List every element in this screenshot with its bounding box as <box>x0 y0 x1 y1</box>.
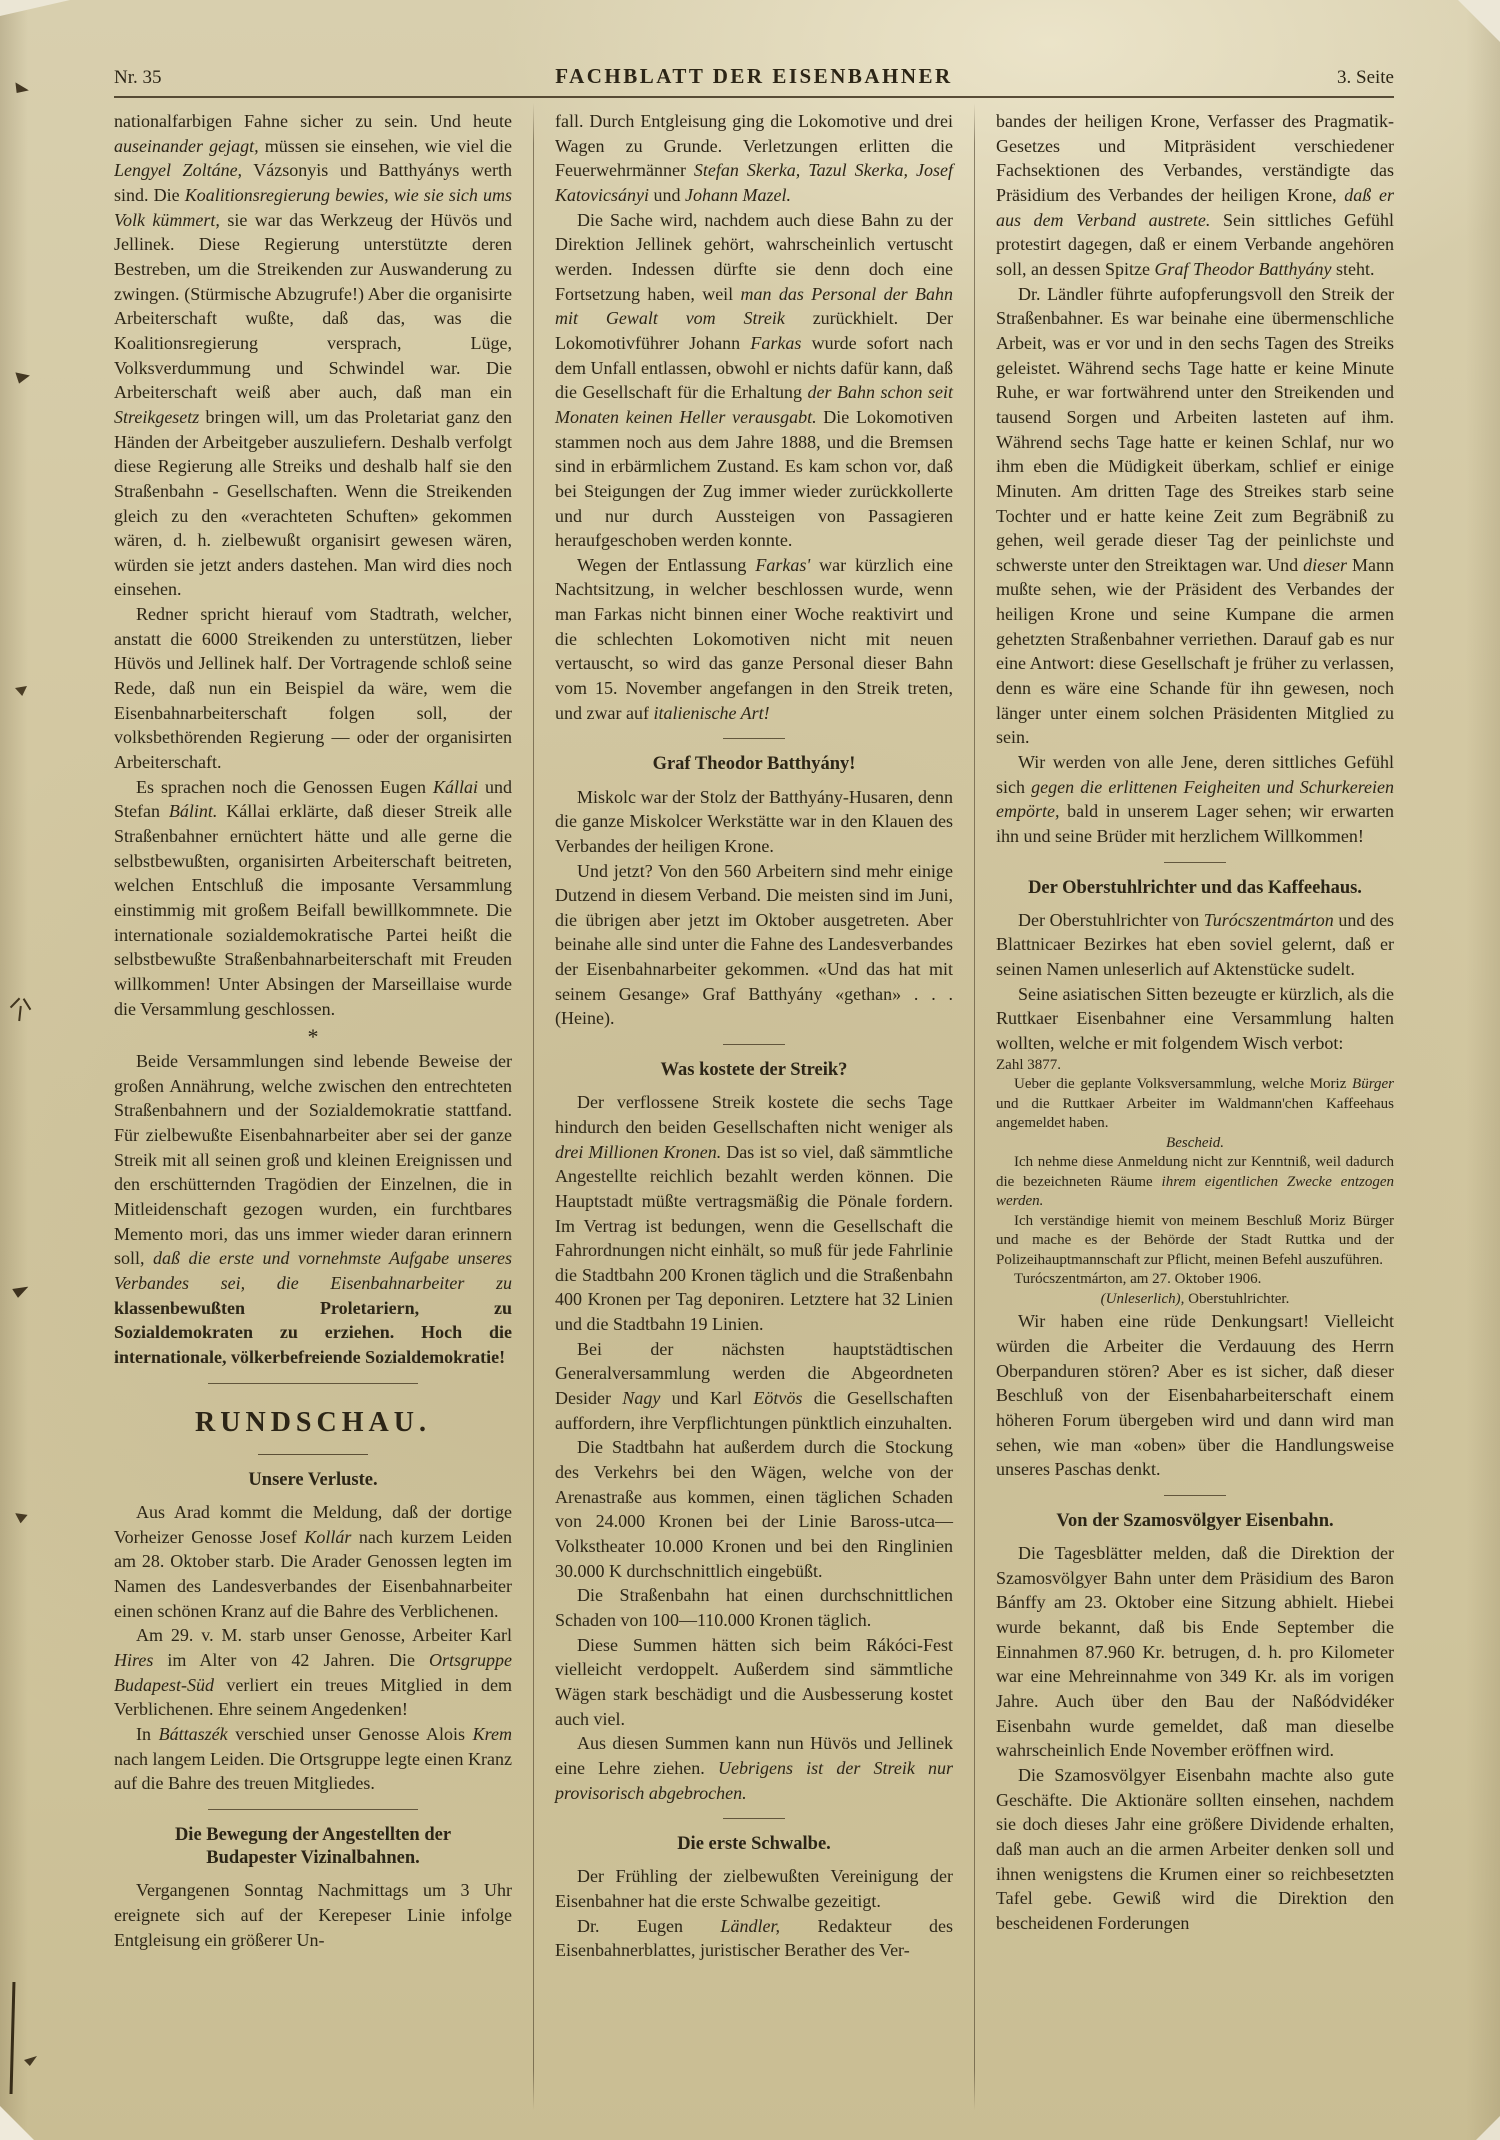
paragraph: In Báttaszék verschied unser Genosse Alois Krem nach langem Leiden. Die Ortsgruppe legte einen Kranz auf die Bahre des treuen Mitgliedes. <box>114 1724 512 1794</box>
paragraph: Die Sache wird, nachdem auch diese Bahn zu der Direktion Jellinek gehört, wahrscheinlich vertuscht werden. Indessen dürfte sie denn doch eine Fortsetzung haben, weil man das Personal der Bahn mit Gewalt vom Streik zurückhielt. Der Lokomotivführer Johann Farkas wurde sofort nach dem Unfall entlassen, obwohl er nichts dafür kann, daß die Gesellschaft für die Erhaltung der Bahn schon seit Monaten keinen Heller verausgabt. Die Lokomotiven stammen noch aus dem Jahre 1888, und die Bremsen sind in erbärmlichem Zustand. Es kam schon vor, daß bei Steigungen der Zug immer wieder zurückkollerte und nur durch Aussteigen von Passagieren heraufgeschoben werden konnte. <box>555 209 953 551</box>
paragraph: Dr. Eugen Ländler, Redakteur des Eisenbahnerblattes, juristischer Berather des Ver- <box>555 1915 953 1961</box>
article-heading: Was kostete der Streik? <box>660 1060 848 1081</box>
scan-artifact <box>15 369 31 384</box>
paragraph: Es sprachen noch die Genossen Eugen Kállai und Stefan Bálint. Kállai erklärte, daß dieser Streik alle Straßenbahner ernüchtert hätte und alle gerne die selbstbewußten, organisirten Arbeiterschaft beitreten, welchen Entschluß die imposante Versammlung einstimmig mit großem Beifall bewillkommnete. Die internationale sozialdemokratische Partei heißt die selbstbewußte Straßenbahnarbeiterschaft mit Freuden willkommen! Unter Absingen der Marseillaise wurde die Versammlung geschlossen. <box>114 776 513 1019</box>
separator-rule <box>1164 1495 1226 1496</box>
paragraph: Aus Arad kommt die Meldung, daß der dortige Vorheizer Genosse Josef Kollár nach kurzem Leiden am 28. Oktober starb. Die Arader Genossen legten im Namen des Landesverbandes der Eisenbahnarbeiter einen schönen Kranz auf die Bahre des Verblichenen. <box>114 1502 512 1621</box>
paragraph: Der verflossene Streik kostete die sechs Tage hindurch den beiden Gesellschaften nicht weniger als drei Millionen Kronen. Das ist so viel, daß sämmtliche Angestellte reichlich bezahlt werden können. Die Hauptstadt müßte vertragsmäßig die Pönale fordern. Im Vertrag ist bedungen, wenn die Gesellschaft die Fahrordnungen nicht einhält, so muß für jede Fahrlinie die Stadtbahn 200 Kronen täglich und die Straßenbahn 400 Kronen per Tag deponiren. Letztere hat 32 Linien und die Stadtbahn 19 Linien. <box>555 1092 953 1335</box>
column-1 <box>114 103 533 2110</box>
scan-artifact <box>13 82 30 95</box>
column-3 <box>975 103 1394 2110</box>
page-corner <box>0 2106 34 2140</box>
paragraph: Wir werden von alle Jene, deren sittliches Gefühl sich gegen die erlittenen Feigheiten und Schurkereien empörte, bald in unserem Lager sehen; wir erwarten ihn und seine Brüder mit herzlichem Willkommen! <box>996 752 1394 847</box>
article-heading: Die erste Schwalbe. <box>677 1834 831 1855</box>
scan-artifact <box>15 686 27 696</box>
paragraph: Am 29. v. M. starb unser Genosse, Arbeiter Karl Hires im Alter von 42 Jahren. Die Ortsgruppe Budapest-Süd verliert ein treues Mitglied in dem Verblichenen. Ehre seinem Angedenken! <box>114 1625 512 1720</box>
paragraph: Dr. Ländler führte aufopferungsvoll den Streik der Straßenbahner. Es war beinahe eine übermenschliche Arbeit, was er vor und in den sechs Tagen des Streiks geleistet. Während sechs Tage hatte er keine Minute Ruhe, er war fortwährend unter den Streikenden und tausend Sorgen und Arbeiten lasteten auf ihm. Während sechs Tage hatte er keinen Schlaf, nur wo ihm eben die Müdigkeit überkam, schlief er einige Minuten. Am dritten Tage des Streikes starb seine Tochter und er hatte keine Zeit zum Begräbniß zu gehen, weil gerade dieser Tag der peinlichste und schwerste unter den Streiktagen war. Und dieser Mann mußte sehen, wie der Präsident des Verbandes der heiligen Krone und seine Kumpane die armen gehetzten Straßenbahner verriethen. Darauf gab es nur eine Antwort: diese Gesellschaft je früher zu verlassen, denn es wäre eine Schande für ihn gewesen, noch länger unter einem solchen Präsidenten Mitglied zu sein. <box>996 283 1394 748</box>
paragraph: bandes der heiligen Krone, Verfasser des Pragmatik-Gesetzes und Mitpräsident verschiedener Fachsektionen des Verbandes, verständigte das Präsidium des Verbandes der heiligen Krone, daß er aus dem Verband austrete. Sein sittliches Gefühl protestirt dagegen, daß er einem Verbande angehören soll, an dessen Spitze Graf Theodor Batthyány steht. <box>996 111 1394 279</box>
paragraph: (Unleserlich), Oberstuhlrichter. <box>1100 1290 1290 1307</box>
paragraph: Beide Versammlungen sind lebende Beweise der großen Annährung, welche zwischen den entrechteten Straßenbahnern und der Sozialdemokratie stattfand. Für zielbewußte Eisenbahnarbeiter aber sei der ganze Streik mit all seinen groß und kleinen Ereignissen und den erschütternden Tragödien der Einzelnen, die in Mitleidenschaft gezogen wurden, ein furchtbares Memento mori, das uns immer wieder daran erinnern soll, daß die erste und vornehmste Aufgabe unseres Verbandes sei, die Eisenbahnarbeiter zu klassenbewußten Proletariern, zu Sozialdemokraten zu erziehen. Hoch die internationale, völkerbefreiende Sozialdemokratie! <box>114 1051 512 1367</box>
columns <box>114 103 1394 2110</box>
page-corner <box>1458 0 1500 42</box>
scan-artifact <box>18 1006 22 1021</box>
paragraph: Ich verständige hiemit von meinem Beschluß Moriz Bürger und mache es der Behörde der Stadt Ruttka und der Polizeihauptmannschaft zur Pflicht, meinen Befehl auszuführen. <box>996 1212 1394 1268</box>
paragraph: Ich nehme diese Anmeldung nicht zur Kenntniß, weil dadurch die bezeichneten Räume ihrem eigentlichen Zwecke entzogen werden. <box>996 1154 1394 1210</box>
paragraph: Die Stadtbahn hat außerdem durch die Stockung des Verkehrs bei den Wägen, welche von der Arenastraße aus kommen, einen täglichen Schaden von 24.000 Kronen bei der Linie Baross-utca—Volkstheater 10.000 Kronen und bei den Ringlinien 30.000 K durchschnittlich eingebüßt. <box>555 1437 953 1581</box>
paragraph: Bescheid. <box>1166 1134 1224 1151</box>
paragraph: Vergangenen Sonntag Nachmittags um 3 Uhr ereignete sich auf der Kerepeser Linie infolge Entgleisung ein größerer Un- <box>114 1880 512 1950</box>
page-corner <box>0 0 70 16</box>
paragraph: fall. Durch Entgleisung ging die Lokomotive und drei Wagen zu Grunde. Verletzungen erlitten die Feuerwehrmänner Stefan Skerka, Tazul Skerka, Josef Katovicsányi und Johann Mazel. <box>555 111 953 205</box>
column-2 <box>534 103 974 2110</box>
separator-rule <box>1164 862 1226 863</box>
paragraph: Wir haben eine rüde Denkungsart! Vielleicht würden die Arbeiter die Verdauung des Herrn Oberpanduren stören? Aber es ist sicher, daß dieser Beschluß von der Eisenbaharbeiterschaft einem höheren Forum übergeben wird und dann wird man sehen, wie man «oben» über die Handlungsweise unseres Paschas denkt. <box>996 1311 1394 1480</box>
separator-rule <box>723 738 785 739</box>
scan-artifact <box>12 1285 29 1298</box>
paragraph: Seine asiatischen Sitten bezeugte er kürzlich, als die Ruttkaer Eisenbahner eine Versammlung halten wollten, welche er mit folgendem Wisch verbot: <box>996 983 1394 1054</box>
paragraph: Ueber die geplante Volksversammlung, welche Moriz Bürger und die Ruttkaer Arbeiter im Waldmann'chen Kaffeehaus angemeldet haben. <box>996 1076 1394 1132</box>
paragraph: Bei der nächsten hauptstädtischen Generalversammlung werden die Abgeordneten Desider Nagy und Karl Eötvös die Gesellschaften auffordern, ihre Verpflichtungen pünktlich einzuhalten. <box>555 1338 953 1433</box>
page-header <box>114 64 1394 98</box>
issue-number: Nr. 35 <box>114 67 162 88</box>
article-heading: Die Bewegung der Angestellten der Budapester Vizinalbahnen. <box>174 1824 452 1869</box>
paragraph: Diese Summen hätten sich beim Rákóci-Fest vielleicht verdoppelt. Außerdem sind sämmtliche Wägen stark beschädigt und die Ausbesserung kostet auch viel. <box>555 1634 953 1729</box>
article-heading: Unsere Verluste. <box>248 1469 378 1490</box>
paragraph: Der Oberstuhlrichter von Turócszentmárton und des Blattnicaer Bezirkes hat eben soviel gelernt, daß er seinen Namen unleserlich auf Aktenstücke sudelt. <box>996 909 1394 980</box>
separator-rule <box>723 1044 785 1045</box>
paragraph: nationalfarbigen Fahne sicher zu sein. Und heute auseinander gejagt, müssen sie einsehen, wie viel die Lengyel Zoltáne, Vázsonyis und Batthyánys werth sind. Die Koalitionsregierung bewies, wie sie sich ums Volk kümmert, sie war das Werkzeug der Hüvös und Jellinek. Diese Regierung unterstützte deren Bestreben, um die Streikenden zur Auswanderung zu zwingen. (Stürmische Abzugrufe!) Aber die organisirte Arbeiterschaft wußte, daß das, was die Koalitionsregierung versprach, Lüge, Volksverdummung und Schwindel war. Die Arbeiterschaft weiß aber auch, daß man ein Streikgesetz bringen will, um das Proletariat ganz den Händen der Arbeitgeber auszuliefern. Deshalb verfolgt diese Regierung alle Streiks und deshalb half sie den Straßenbahn - Gesellschaften. Wenn die Streikenden gleich zu den «verachteten Schuften» gekommen wären, d. h. zielbewußt organisirt gewesen wären, würden sie jetzt anders dastehen. Man wird dies noch einsehen. <box>114 111 513 600</box>
article-heading: Von der Szamosvölgyer Eisenbahn. <box>1056 1510 1334 1531</box>
separator-rule <box>723 1818 785 1819</box>
paragraph: Der Frühling der zielbewußten Vereinigung der Eisenbahner hat die erste Schwalbe gezeitigt. <box>555 1866 953 1912</box>
separator-rule <box>208 1809 418 1810</box>
paragraph: Die Straßenbahn hat einen durchschnittlichen Schaden von 100—110.000 Kronen täglich. <box>555 1585 953 1630</box>
paragraph: Und jetzt? Von den 560 Arbeitern sind mehr einige Dutzend in diesem Verband. Die meisten sind im Juni, die übrigen aber jetzt im Oktober ausgetreten. Aber beinahe alle sind unter die Fahne des Landesverbandes der Eisenbahnarbeiter gekommen. «Und das hat mit seinem Gesange» Graf Batthyány «gethan» . . . (Heine). <box>555 860 953 1029</box>
section-heading: RUNDSCHAU. <box>114 1404 512 1455</box>
article-heading: Graf Theodor Batthyány! <box>652 754 856 775</box>
page-number: 3. Seite <box>1337 67 1394 88</box>
paragraph: Die Szamosvölgyer Eisenbahn machte also gute Geschäfte. Die Aktionäre sollten einsehen, nachdem sie doch dieses Jahr eine größere Dividende erhalten, daß man auch an die armen Arbeiter denken soll und ihnen wenigstens die Krumen einer so reichbesetzten Tafel gebe. Gewiß wird die Direktion den bescheidenen Forderungen <box>996 1764 1394 1933</box>
paragraph: Wegen der Entlassung Farkas' war kürzlich eine Nachtsitzung, in welcher beschlossen wurde, wenn man Farkas nicht binnen einer Woche reaktivirt und die schlechten Lokomotiven nicht mit neuen vertauscht, so wird das ganze Personal dieser Bahn vom 15. November angefangen in den Streik treten, und zwar auf italienische Art! <box>555 554 953 723</box>
scan-artifact <box>10 1982 16 2094</box>
paragraph: Turócszentmárton, am 27. Oktober 1906. <box>1014 1271 1262 1288</box>
ornament-asterisk: * <box>307 1024 319 1050</box>
article-heading: Der Oberstuhlrichter und das Kaffeehaus. <box>1028 877 1362 898</box>
page-corner <box>1476 2116 1500 2140</box>
paragraph: Aus diesen Summen kann nun Hüvös und Jellinek eine Lehre ziehen. Uebrigens ist der Streik nur provisorisch abgebrochen. <box>555 1733 954 1803</box>
scan-artifact <box>15 1511 29 1524</box>
paragraph: Die Tagesblätter melden, daß die Direktion der Szamosvölgyer Bahn unter dem Präsidium des Baron Bánffy am 23. Oktober eine Sitzung abhielt. Hiebei wurde bekannt, daß bis Ende September die Einnahmen 87.960 Kr. betrugen, d. h. pro Kilometer war eine Mehreinnahme von 349 Kr. als im vorigen Jahre. Auch über den Bau der Naßódvidéker Eisenbahn wurde gemeldet, daß man dieselbe wahrscheinlich Ende November eröffnen wird. <box>996 1542 1394 1761</box>
paragraph: Redner spricht hierauf vom Stadtrath, welcher, anstatt die 6000 Streikenden zu unterstützen, lieber Hüvös und Jellinek half. Der Vortragende schloß seine Rede, daß nun ein Beispiel da wäre, wem die Eisenbahnarbeiterschaft folgen soll, der volksbethörenden Regierung — oder der organisirten Arbeiterschaft. <box>114 604 512 773</box>
paragraph: Zahl 3877. <box>996 1056 1061 1073</box>
paragraph: Miskolc war der Stolz der Batthyány-Husaren, denn die ganze Miskolcer Werkstätte war in den Klauen des Verbandes der heiligen Krone. <box>555 786 953 856</box>
separator-rule <box>208 1383 418 1384</box>
masthead-title: FACHBLATT DER EISENBAHNER <box>555 64 953 88</box>
scan-artifact <box>24 2056 37 2066</box>
